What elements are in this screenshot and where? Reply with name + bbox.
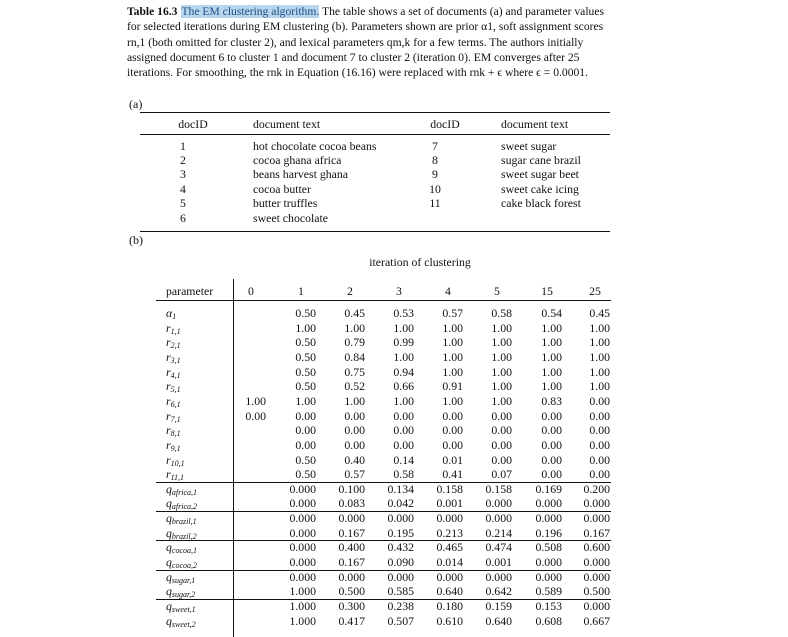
param-name-cell: $q_{sweet,1}$ (166, 599, 196, 614)
value-cell: 0.50 (295, 335, 316, 350)
param-name-cell: $r_{11,1}$ (166, 467, 184, 483)
value-cell: 0.54 (541, 306, 562, 320)
value-cell: 0.00 (393, 408, 414, 423)
value-cell: 1.00 (541, 349, 562, 364)
doc-text-cell: cocoa butter (253, 182, 311, 196)
value-cell: 1.00 (541, 320, 562, 335)
value-cell: 0.66 (393, 379, 414, 394)
param-subscript: sugar,1 (171, 575, 196, 585)
value-cell: 0.00 (541, 408, 562, 423)
value-cell: 0.000 (436, 511, 463, 526)
param-name-cell: $q_{brazil,1}$ (166, 511, 197, 527)
value-cell: 0.180 (436, 599, 463, 613)
param-name-cell: $q_{brazil,2}$ (166, 525, 197, 541)
value-cell: 0.00 (295, 437, 316, 452)
value-cell: 0.58 (491, 306, 512, 320)
value-cell: 0.507 (387, 613, 414, 628)
value-cell: 0.196 (535, 525, 562, 540)
value-cell: 0.00 (491, 423, 512, 438)
doc-text-cell: beans harvest ghana (253, 167, 348, 181)
value-cell: 1.00 (393, 393, 414, 408)
value-cell: 0.000 (485, 496, 512, 511)
doc-id-cell: 10 (429, 182, 441, 196)
param-subscript: brazil,2 (171, 531, 197, 541)
value-cell: 1.00 (541, 379, 562, 394)
value-cell: 0.79 (344, 335, 365, 350)
param-name-cell: $r_{5,1}$ (166, 379, 181, 395)
caption-title-highlight[interactable]: The EM clustering algorithm. (181, 5, 320, 18)
param-name-cell: $\alpha_1$ (166, 306, 177, 321)
param-subscript: 6,1 (170, 399, 181, 409)
doc-id-cell: 8 (432, 153, 438, 167)
value-cell: 0.84 (344, 349, 365, 364)
value-cell: 1.00 (491, 379, 512, 394)
value-cell: 1.00 (589, 364, 610, 379)
value-cell: 0.100 (338, 481, 365, 496)
value-cell: 0.00 (393, 423, 414, 438)
table-b-vertical-rule (233, 279, 234, 637)
value-cell: 1.00 (442, 320, 463, 335)
value-cell: 1.00 (491, 393, 512, 408)
value-cell: 0.000 (387, 511, 414, 526)
value-cell: 1.000 (289, 584, 316, 599)
value-cell: 0.585 (387, 584, 414, 599)
value-cell: 0.300 (338, 599, 365, 613)
param-subscript: 5,1 (170, 385, 181, 395)
value-cell: 0.00 (589, 423, 610, 438)
value-cell: 1.00 (491, 349, 512, 364)
value-cell: 0.474 (485, 540, 512, 555)
doc-text-cell: butter truffles (253, 196, 318, 210)
iteration-header: 15 (541, 284, 553, 298)
table-a-header-text-left: document text (253, 117, 321, 131)
caption-label: Table 16.3 (127, 5, 178, 18)
value-cell: 0.400 (338, 540, 365, 555)
value-cell: 0.000 (289, 511, 316, 526)
part-b-label: (b) (129, 233, 143, 247)
value-cell: 1.00 (245, 393, 266, 408)
doc-id-cell: 3 (180, 167, 186, 181)
value-cell: 0.01 (442, 452, 463, 467)
value-cell: 0.500 (338, 584, 365, 599)
doc-text-cell: sweet sugar (501, 139, 557, 153)
caption-body: The table shows a set of documents (a) and parameter values for selected iterations during EM clustering (b). Parameters shown are prior α1, soft assignment scores rn,1 (both omitted for cluster 2), and lexical parameters qm,k for a few terms. The authors initially assigned document 6 to cluster 1 and document 7 to cluster 2 (iteration 0). EM converges after 25 iterations. For smoothing, the rnk in Equation (16.16) were replaced with rnk + ϵ where ϵ = 0.0001. (127, 5, 604, 80)
value-cell: 1.00 (344, 320, 365, 335)
value-cell: 0.83 (541, 393, 562, 408)
param-name-cell: $q_{cocoa,2}$ (166, 555, 198, 571)
value-cell: 0.000 (583, 569, 610, 584)
doc-id-cell: 5 (180, 196, 186, 210)
param-name-cell: $r_{4,1}$ (166, 364, 181, 380)
iteration-header: 25 (589, 284, 601, 298)
value-cell: 0.465 (436, 540, 463, 555)
value-cell: 0.41 (442, 467, 463, 482)
value-cell: 1.00 (393, 320, 414, 335)
value-cell: 0.642 (485, 584, 512, 599)
value-cell: 0.000 (583, 555, 610, 570)
value-cell: 0.417 (338, 613, 365, 628)
param-subscript: sweet,1 (171, 605, 196, 614)
value-cell: 0.167 (338, 525, 365, 540)
value-cell: 0.52 (344, 379, 365, 394)
value-cell: 1.00 (295, 393, 316, 408)
value-cell: 0.167 (338, 555, 365, 570)
doc-text-cell: sweet chocolate (253, 211, 329, 225)
value-cell: 0.000 (485, 511, 512, 526)
value-cell: 1.00 (491, 320, 512, 335)
value-cell: 0.610 (436, 613, 463, 628)
value-cell: 1.00 (589, 379, 610, 394)
doc-id-cell: 9 (432, 167, 438, 181)
table-a-header-docid-left: docID (178, 117, 208, 131)
value-cell: 0.00 (541, 437, 562, 452)
value-cell: 1.00 (442, 349, 463, 364)
doc-id-cell: 4 (180, 182, 186, 196)
value-cell: 0.00 (393, 437, 414, 452)
iteration-header: 0 (248, 284, 254, 298)
param-name-cell: $r_{1,1}$ (166, 320, 181, 336)
param-name-cell: $q_{africa,2}$ (166, 496, 198, 512)
iteration-header: 2 (347, 284, 353, 298)
value-cell: 0.090 (387, 555, 414, 570)
value-cell: 0.00 (245, 408, 266, 423)
value-cell: 0.00 (541, 452, 562, 467)
value-cell: 0.000 (289, 496, 316, 511)
value-cell: 0.589 (535, 584, 562, 599)
param-name-cell: $q_{sugar,2}$ (166, 584, 196, 600)
value-cell: 1.00 (541, 335, 562, 350)
value-cell: 1.00 (491, 364, 512, 379)
value-cell: 0.000 (289, 481, 316, 496)
value-cell: 0.000 (289, 555, 316, 570)
value-cell: 0.91 (442, 379, 463, 394)
value-cell: 1.00 (589, 349, 610, 364)
doc-id-cell: 2 (180, 153, 186, 167)
param-name-cell: $r_{10,1}$ (166, 452, 185, 468)
value-cell: 0.50 (295, 379, 316, 394)
value-cell: 0.014 (436, 555, 463, 570)
value-cell: 0.14 (393, 452, 414, 467)
doc-text-cell: hot chocolate cocoa beans (253, 139, 377, 153)
doc-id-cell: 1 (180, 139, 186, 153)
value-cell: 0.00 (344, 423, 365, 438)
value-cell: 0.00 (541, 423, 562, 438)
value-cell: 0.640 (436, 584, 463, 599)
param-name-cell: $q_{sugar,1}$ (166, 569, 196, 585)
param-column-header: parameter (166, 284, 214, 298)
param-subscript: 10,1 (170, 458, 185, 468)
doc-text-cell: sweet sugar beet (501, 167, 579, 181)
param-name-cell: $q_{africa,1}$ (166, 481, 198, 497)
param-subscript: 7,1 (170, 414, 181, 424)
value-cell: 1.000 (289, 613, 316, 628)
value-cell: 0.640 (485, 613, 512, 628)
value-cell: 0.153 (535, 599, 562, 613)
param-subscript: sugar,2 (171, 590, 196, 600)
doc-id-cell: 6 (180, 211, 186, 225)
param-subscript: cocoa,2 (171, 561, 198, 571)
value-cell: 0.00 (541, 467, 562, 482)
value-cell: 0.214 (485, 525, 512, 540)
doc-text-cell: sweet cake icing (501, 182, 579, 196)
value-cell: 1.00 (344, 393, 365, 408)
param-subscript: 1 (172, 312, 177, 321)
value-cell: 0.00 (295, 423, 316, 438)
value-cell: 0.00 (589, 393, 610, 408)
param-name-cell: $r_{2,1}$ (166, 335, 181, 351)
table-a-header-rule (140, 134, 610, 135)
value-cell: 0.40 (344, 452, 365, 467)
value-cell: 0.000 (535, 555, 562, 570)
value-cell: 0.53 (393, 306, 414, 320)
param-name-cell: $r_{7,1}$ (166, 408, 181, 424)
param-name-cell: $q_{cocoa,1}$ (166, 540, 198, 556)
value-cell: 0.000 (338, 569, 365, 584)
iteration-group-header: iteration of clustering (369, 255, 471, 269)
value-cell: 0.000 (387, 569, 414, 584)
param-subscript: brazil,1 (171, 517, 197, 527)
value-cell: 0.00 (442, 408, 463, 423)
table-a-header-docid-right: docID (430, 117, 460, 131)
value-cell: 0.083 (338, 496, 365, 511)
value-cell: 1.00 (442, 393, 463, 408)
value-cell: 0.000 (289, 569, 316, 584)
param-name-cell: $r_{6,1}$ (166, 393, 181, 409)
value-cell: 0.00 (589, 408, 610, 423)
param-subscript: 2,1 (170, 341, 181, 351)
value-cell: 0.000 (583, 511, 610, 526)
value-cell: 0.213 (436, 525, 463, 540)
iteration-header: 5 (494, 284, 500, 298)
value-cell: 0.000 (535, 511, 562, 526)
value-cell: 0.00 (442, 437, 463, 452)
value-cell: 0.667 (583, 613, 610, 628)
value-cell: 0.432 (387, 540, 414, 555)
value-cell: 0.50 (295, 364, 316, 379)
param-subscript: 8,1 (170, 429, 181, 439)
param-subscript: 11,1 (170, 473, 184, 483)
value-cell: 0.000 (289, 525, 316, 540)
param-subscript: africa,1 (171, 487, 198, 497)
value-cell: 0.169 (535, 481, 562, 496)
value-cell: 0.99 (393, 335, 414, 350)
value-cell: 1.000 (289, 599, 316, 613)
table-b-header-rule (156, 300, 611, 301)
value-cell: 0.50 (295, 467, 316, 482)
value-cell: 0.608 (535, 613, 562, 628)
value-cell: 0.001 (485, 555, 512, 570)
value-cell: 0.07 (491, 467, 512, 482)
value-cell: 0.500 (583, 584, 610, 599)
value-cell: 0.000 (485, 569, 512, 584)
doc-id-cell: 7 (432, 139, 438, 153)
value-cell: 0.00 (589, 467, 610, 482)
table-a-header-text-right: document text (501, 117, 569, 131)
value-cell: 0.000 (535, 496, 562, 511)
value-cell: 0.158 (485, 481, 512, 496)
param-name-cell: $r_{9,1}$ (166, 437, 181, 453)
param-name-cell: $q_{sweet,2}$ (166, 613, 196, 629)
param-subscript: sweet,2 (171, 619, 196, 629)
value-cell: 0.00 (295, 408, 316, 423)
value-cell: 0.000 (535, 569, 562, 584)
value-cell: 0.508 (535, 540, 562, 555)
value-cell: 0.001 (436, 496, 463, 511)
doc-id-cell: 11 (429, 196, 441, 210)
value-cell: 0.600 (583, 540, 610, 555)
iteration-header: 4 (445, 284, 451, 298)
value-cell: 0.159 (485, 599, 512, 613)
param-name-cell: $r_{8,1}$ (166, 423, 181, 439)
table-caption (127, 4, 607, 80)
value-cell: 0.042 (387, 496, 414, 511)
param-subscript: cocoa,1 (171, 546, 198, 556)
value-cell: 0.45 (344, 306, 365, 320)
value-cell: 1.00 (541, 364, 562, 379)
value-cell: 1.00 (442, 335, 463, 350)
param-subscript: 4,1 (170, 370, 181, 380)
value-cell: 0.57 (442, 306, 463, 320)
value-cell: 0.195 (387, 525, 414, 540)
value-cell: 0.00 (589, 437, 610, 452)
value-cell: 0.58 (393, 467, 414, 482)
param-subscript: 3,1 (170, 355, 181, 365)
value-cell: 0.000 (583, 496, 610, 511)
value-cell: 1.00 (393, 349, 414, 364)
value-cell: 0.50 (295, 349, 316, 364)
value-cell: 0.45 (589, 306, 610, 320)
value-cell: 0.00 (442, 423, 463, 438)
value-cell: 0.158 (436, 481, 463, 496)
table-a-bottom-rule (140, 231, 610, 232)
value-cell: 0.00 (344, 408, 365, 423)
value-cell: 1.00 (589, 335, 610, 350)
value-cell: 0.134 (387, 481, 414, 496)
iteration-header: 1 (298, 284, 304, 298)
value-cell: 1.00 (491, 335, 512, 350)
param-subscript: 9,1 (170, 443, 181, 453)
value-cell: 0.200 (583, 481, 610, 496)
value-cell: 1.00 (589, 320, 610, 335)
table-a-top-rule (140, 112, 610, 113)
value-cell: 0.57 (344, 467, 365, 482)
value-cell: 0.000 (289, 540, 316, 555)
value-cell: 0.94 (393, 364, 414, 379)
value-cell: 0.000 (338, 511, 365, 526)
iteration-header: 3 (396, 284, 402, 298)
value-cell: 0.000 (583, 599, 610, 613)
value-cell: 0.238 (387, 599, 414, 613)
param-subscript: africa,2 (171, 502, 198, 512)
value-cell: 0.50 (295, 306, 316, 320)
value-cell: 1.00 (442, 364, 463, 379)
value-cell: 0.167 (583, 525, 610, 540)
value-cell: 0.00 (491, 408, 512, 423)
value-cell: 0.00 (491, 437, 512, 452)
doc-text-cell: cake black forest (501, 196, 581, 210)
doc-text-cell: sugar cane brazil (501, 153, 581, 167)
value-cell: 0.75 (344, 364, 365, 379)
value-cell: 0.00 (344, 437, 365, 452)
param-name-cell: $r_{3,1}$ (166, 349, 181, 365)
value-cell: 0.00 (589, 452, 610, 467)
doc-text-cell: cocoa ghana africa (253, 153, 342, 167)
value-cell: 0.00 (491, 452, 512, 467)
param-subscript: 1,1 (170, 326, 181, 336)
part-a-label: (a) (129, 97, 143, 111)
value-cell: 0.000 (436, 569, 463, 584)
value-cell: 0.50 (295, 452, 316, 467)
value-cell: 1.00 (295, 320, 316, 335)
